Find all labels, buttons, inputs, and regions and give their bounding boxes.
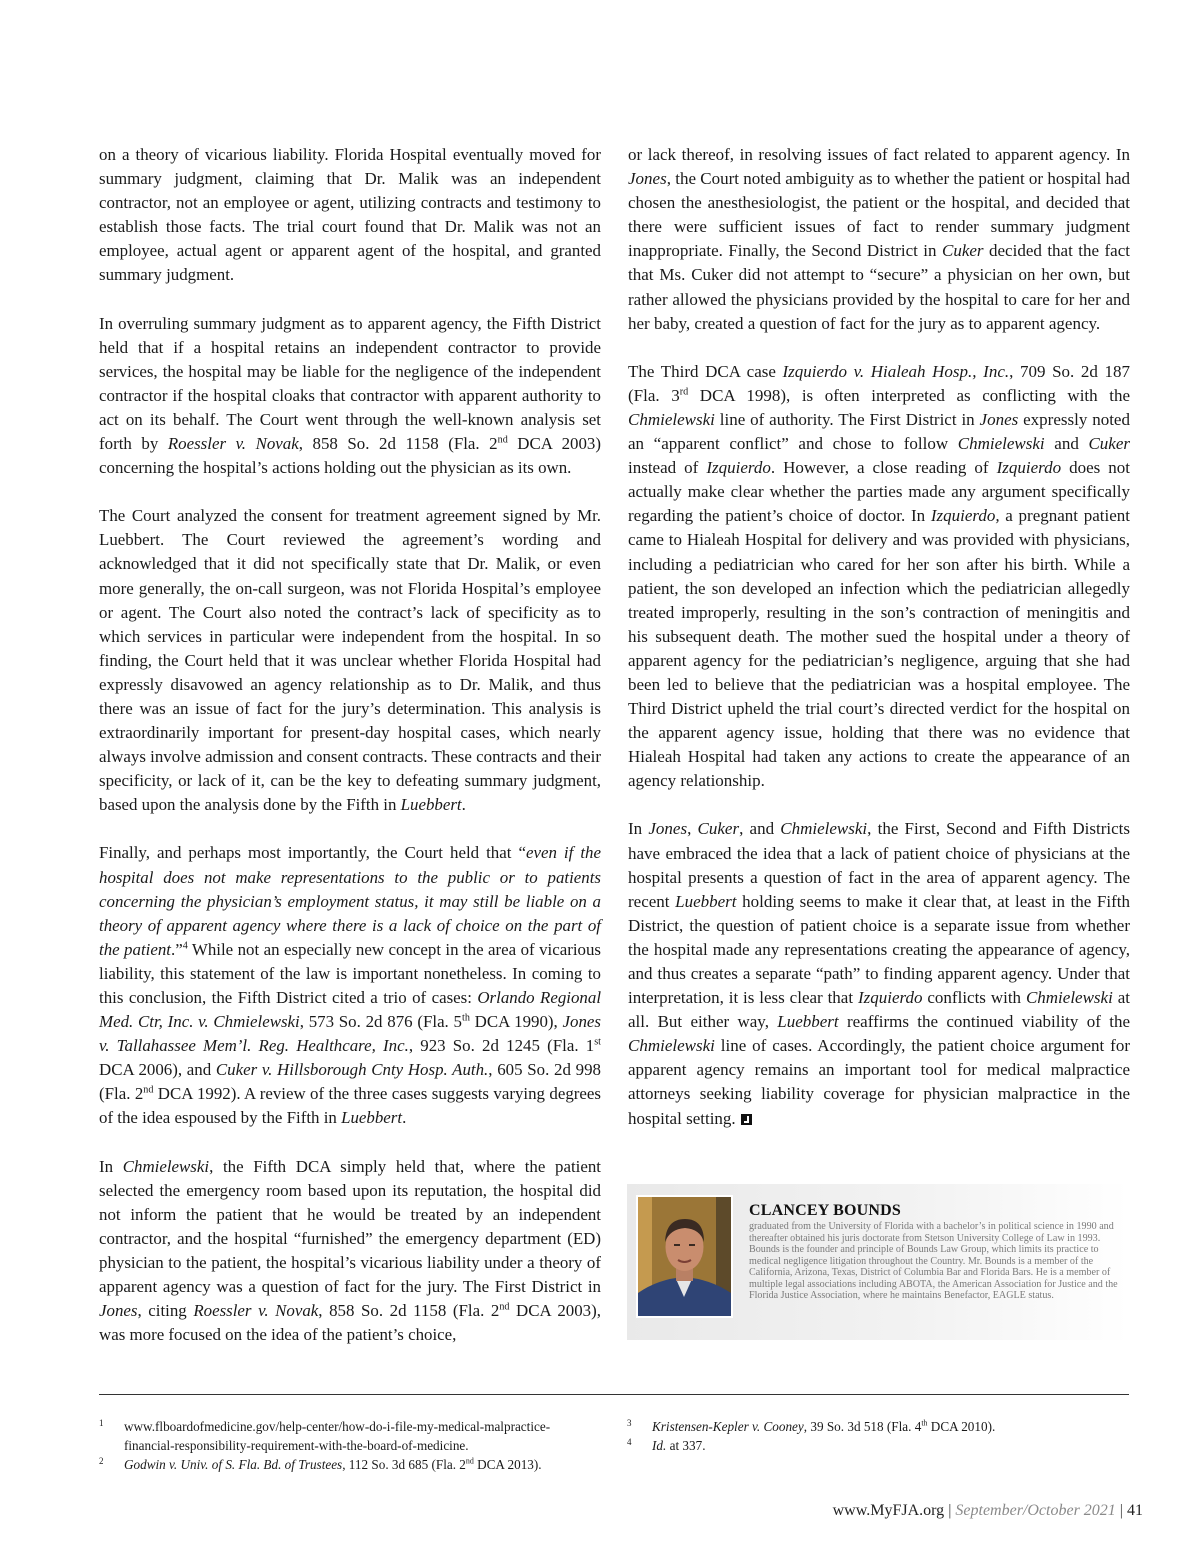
site-link[interactable]: www.MyFJA.org	[832, 1502, 945, 1519]
footnote: 3 Kristensen-Kepler v. Cooney, 39 So. 3d 518 (Fla. 4th DCA 2010).	[627, 1418, 996, 1434]
author-bio-text: graduated from the University of Florida with a bachelor’s in political science in 1990 and thereafter obtained his juris doctorate from Stetson University College of Law in 1993. Bounds is the founder and principle of Bounds Law Group, which limits its practice to medical negligence litigation throughout the Country. Mr. Bounds is a member of the California, Arizona, Texas, District of Columbia Bar and Florida Bars. He is a member of multiple legal associations including ABOTA, the American Association for Justice and the Florida Justice Association, where he maintains Benefactor, EAGLE status.	[749, 1221, 1118, 1301]
paragraph: The Third DCA case Izquierdo v. Hialeah Hosp., Inc., 709 So. 2d 187 (Fla. 3rd DCA 1998), is often interpreted as conflicting with the Chmielewski line of authority. The First District in Jones expressly noted an “apparent conflict” and chose to follow Chmielewski and Cuker instead of Izquierdo. However, a close reading of Izquierdo does not actually make clear whether the parties made any argument specifically regarding the patient’s choice of doctor. In Izquierdo, a pregnant patient came to Hialeah Hospital for delivery and was provided with physicians, including a pediatrician who cared for her son after his birth. While a patient, the son developed an infection which the pediatrician allegedly treated improperly, resulting in the son’s contraction of meningitis and his subsequent death. The mother sued the hospital under a theory of apparent agency for the pediatrician’s negligence, arguing that she had been led to believe that the pediatrician was a hospital employee. The Third District upheld the trial court’s directed verdict for the hospital on the apparent agency issue, holding that there was no evidence that Hialeah Hospital had taken any actions to create the appearance of an agency relationship.	[628, 361, 1131, 791]
case-citation: Izquierdo	[706, 458, 771, 478]
author-name: CLANCEY BOUNDS	[749, 1202, 902, 1219]
court-quote: even if the hospital does not make representations to the public or to patients concerning the physician’s employment status, it may still be liable on a theory of apparent agency where there is a lack of choice on the part of the patient	[99, 843, 601, 959]
left-column	[99, 143, 601, 1371]
fja-end-mark-icon	[741, 1114, 752, 1125]
case-citation: Luebbert	[675, 891, 737, 911]
case-citation: Luebbert	[777, 1012, 839, 1032]
case-citation: Cuker v. Hillsborough Cnty Hosp. Auth.	[215, 1060, 489, 1080]
paragraph: In overruling summary judgment as to apparent agency, the Fifth District held that if a hospital retains an independent contractor to provide services, the hospital may be liable for the negligence of the independent contractor if the hospital cloaks that contractor with apparent authority to act on its behalf. The Court went through the well-known analysis set forth by Roessler v. Novak, 858 So. 2d 1158 (Fla. 2nd DCA 2003) concerning the hospital’s actions holding out the physician as its own.	[99, 313, 601, 478]
footer-separator: |	[1119, 1502, 1123, 1519]
case-citation: Luebbert	[341, 1108, 403, 1128]
issue-date: September/October 2021	[955, 1502, 1116, 1519]
footnotes-right	[627, 1417, 1127, 1455]
case-citation: Cuker	[942, 241, 984, 261]
paragraph: In Jones, Cuker, and Chmielewski, the First, Second and Fifth Districts have embraced the idea that a lack of patient choice of physicians at the hospital presents a question of fact in the area of apparent agency. The recent Luebbert holding seems to make it clear that, at least in the Fifth District, the question of patient choice is a separate issue from whether the hospital made any representations creating the appearance of agency, and thus creates a separate “path” to finding apparent agency. Under that interpretation, it is less clear that Izquierdo conflicts with Chmielewski at all. But either way, Luebbert reaffirms the continued viability of the Chmielewski line of cases. Accordingly, the patient choice argument for apparent agency remains an important tool for medical malpractice attorneys seeking liability coverage for physician malpractice in the hospital setting.	[628, 819, 1131, 1128]
paragraph: The Court analyzed the consent for treatment agreement signed by Mr. Luebbert. The Court reviewed the agreement’s wording and acknowledged that it did not specifically state that Dr. Malik, or even more generally, the on-call surgeon, was not Florida Hospital’s employee or agent. The Court also noted the contract’s lack of specificity as to which services in particular were independent from the hospital. In so finding, the Court held that it was unclear whether Florida Hospital had expressly disavowed an agency relationship as to Dr. Malik, and thus there was an issue of fact for the jury’s determination. This analysis is extraordinarily important for present-day hospital cases, which nearly always involve admission and consent contracts. These contracts and their specificity, or lack of it, can be the key to defeating summary judgment, based upon the analysis done by the Fifth in Luebbert.	[99, 506, 601, 815]
author-portrait-icon	[638, 1197, 731, 1316]
case-citation: Roessler v. Novak	[167, 434, 299, 454]
case-citation: Izquierdo v. Hialeah Hosp., Inc.	[782, 361, 1010, 381]
case-citation: Izquierdo,	[930, 506, 1000, 526]
case-citation: Izquierdo	[996, 458, 1062, 478]
paragraph: In Chmielewski, the Fifth DCA simply held that, where the patient selected the emergency room based upon its reputation, the hospital did not inform the patient that he would be treated by an independent contractor, and the hospital “furnished” the emergency department (ED) physician to the patient, the hospital’s vicarious liability under a theory of apparent agency was a question of fact for the jury. The First District in Jones, citing Roessler v. Novak, 858 So. 2d 1158 (Fla. 2nd DCA 2003), was more focused on the idea of the patient’s choice,	[99, 1156, 602, 1345]
case-citation: Jones	[99, 1301, 138, 1321]
paragraph: Finally, and perhaps most importantly, the Court held that “even if the hospital does not make representations to the public or to patients concerning the physician’s employment status, it may still be liable on a theory of apparent agency where there is a lack of choice on the part of the patient.”$^4$ While not an especially new concept in the area of vicarious liability, this statement of the law is important nonetheless. In coming to this conclusion, the Fifth District cited a trio of cases: Orlando Regional Med. Ctr, Inc. v. Chmielewski, 573 So. 2d 876 (Fla. 5th DCA 1990), Jones v. Tallahassee Mem’l. Reg. Healthcare, Inc., 923 So. 2d 1245 (Fla. 1st DCA 2006), and Cuker v. Hillsborough Cnty Hosp. Auth., 605 So. 2d 998 (Fla. 2nd DCA 1992). A review of the three cases suggests varying degrees of the idea espoused by the Fifth in Luebbert.	[99, 843, 602, 1128]
case-citation: Chmielewski	[957, 434, 1045, 454]
footnote: 2 Godwin v. Univ. of S. Fla. Bd. of Trustees, 112 So. 3d 685 (Fla. 2nd DCA 2013).	[99, 1456, 542, 1472]
footnote: 4 Id. at 337.	[627, 1437, 706, 1453]
footnote-divider	[99, 1394, 1129, 1395]
case-citation: Chmielewski	[122, 1156, 210, 1176]
case-citation: Izquierdo	[857, 988, 923, 1008]
right-column	[628, 143, 1130, 1155]
case-citation: Chmielewski	[1025, 988, 1113, 1008]
case-citation: Jones	[648, 819, 688, 839]
paragraph: or lack thereof, in resolving issues of fact related to apparent agency. In Jones, the Court noted ambiguity as to whether the patient or hospital had chosen the anesthesiologist, the patient or the hospital, and decided that there were sufficient issues of fact to render summary judgment inappropriate. Finally, the Second District in Cuker decided that the fact that Ms. Cuker did not attempt to “secure” a physician on her own, but rather allowed the physicians provided by the hospital to care for her and her baby, created a question of fact for the jury as to apparent agency.	[628, 145, 1130, 333]
page-number: 41	[1127, 1502, 1143, 1519]
footer-separator: |	[948, 1502, 952, 1519]
case-citation: Chmielewski	[780, 819, 868, 839]
page-footer	[833, 1502, 1143, 1520]
case-citation: Orlando Regional Med. Ctr, Inc. v. Chmielewski	[99, 988, 602, 1032]
case-citation: Jones	[979, 409, 1019, 429]
footnote-ref[interactable]: 4	[182, 940, 188, 952]
case-citation: Chmielewski	[628, 409, 715, 429]
case-citation: Cuker	[697, 819, 740, 839]
case-citation: Cuker	[1088, 434, 1131, 454]
author-bio-box	[627, 1184, 1129, 1340]
case-citation: Jones v. Tallahassee Mem’l. Reg. Healthcare, Inc.	[99, 1012, 601, 1056]
footnote-link[interactable]: www.flboardofmedicine.gov/help-center/how-do-i-file-my-medical-malpractice-financial-responsibility-requirement-with-the-board-of-medicine.	[124, 1419, 551, 1453]
case-citation: Chmielewski	[628, 1036, 715, 1056]
footnotes-left	[99, 1417, 599, 1474]
case-citation: Luebbert	[400, 795, 462, 815]
case-citation: Jones	[628, 169, 667, 189]
footnote: 1 www.flboardofmedicine.gov/help-center/how-do-i-file-my-medical-malpractice-financial-responsibility-requirement-with-the-board-of-medicine.	[99, 1418, 551, 1453]
paragraph: on a theory of vicarious liability. Florida Hospital eventually moved for summary judgment, claiming that Dr. Malik was an independent contractor, not an employee or agent, utilizing contracts and testimony to establish those facts. The trial court found that Dr. Malik was not an employee, actual agent or apparent agent of the hospital, and granted summary judgment.	[99, 145, 601, 285]
author-photo	[636, 1195, 733, 1318]
case-citation: Roessler v. Novak	[193, 1301, 319, 1321]
